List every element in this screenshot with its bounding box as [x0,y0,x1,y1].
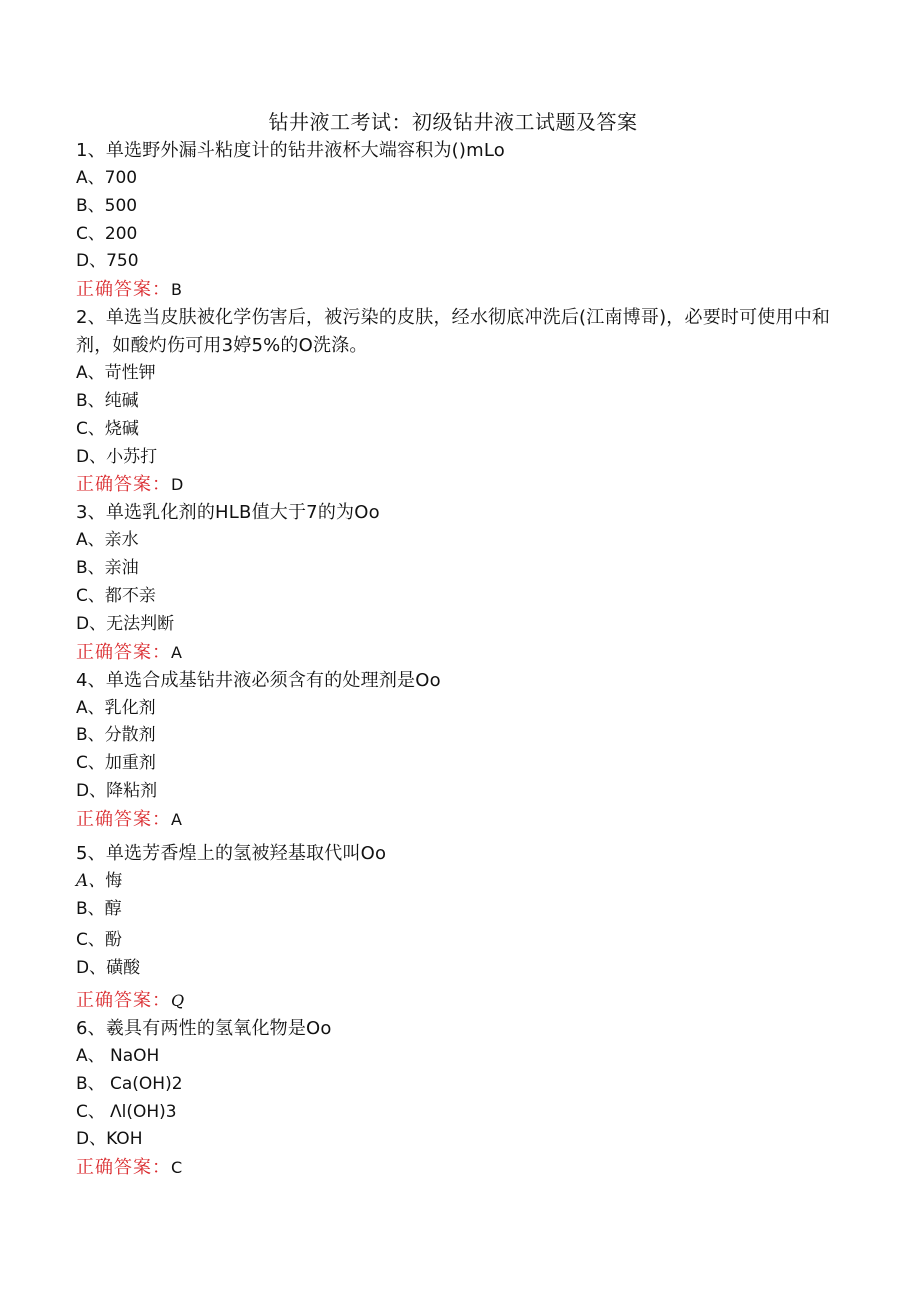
option-text: Λl(OH)3 [110,1101,177,1122]
option-c [76,416,836,444]
option-d [76,1126,836,1154]
option-text: 亲油 [104,558,139,579]
option-text: 分散剂 [104,725,156,746]
option-d [76,611,836,639]
option-letter: B、 [76,725,105,746]
option-text: 悔 [105,870,123,891]
option-text: 乳化剂 [104,697,156,718]
answer-label: 正确答案： [76,989,171,1011]
option-text: 降粘剂 [106,780,158,801]
option-c [76,583,836,611]
option-letter: C、 [76,418,105,439]
option-b [76,896,836,924]
option-text: NaOH [110,1045,160,1066]
option-b [76,555,836,583]
answer-label: 正确答案： [76,474,171,496]
option-letter: A、 [76,697,105,718]
option-text: 亲水 [104,530,139,551]
answer-line [76,806,836,834]
answer-label: 正确答案： [76,641,171,663]
question-1 [76,137,836,304]
option-letter: D、 [76,780,107,801]
option-d [76,955,836,983]
option-a [76,1043,836,1071]
answer-line [76,276,836,304]
option-letter: C、 [76,1101,105,1122]
answer-value: A [171,809,182,829]
option-text: 750 [106,251,139,272]
option-letter: C、 [76,223,105,244]
answer-value: D [171,475,184,495]
option-letter: B、 [76,898,105,919]
option-a [76,165,836,193]
option-text: 200 [104,223,138,244]
option-a [76,527,836,555]
option-b [76,722,836,750]
answer-value: C [171,1158,183,1178]
answer-line [76,639,836,667]
option-text: 无法判断 [106,613,175,634]
option-d [76,248,836,276]
option-d [76,444,836,472]
option-letter: D、 [76,251,107,272]
option-letter: D、 [76,958,107,979]
document-title: 钻井液工考试：初级钻井液工试题及答案 [268,110,638,134]
option-text: 500 [104,195,138,216]
option-a [76,360,836,388]
question-text: 4、单选合成基钻井液必须含有的处理剂是Oo [76,669,441,691]
option-text: 加重剂 [104,753,156,774]
option-text: 烧碱 [104,418,139,439]
answer-line [76,471,836,499]
question-list [76,137,836,1182]
option-letter: A、 [76,168,105,188]
option-b [76,388,836,416]
option-text: 小苏打 [106,446,158,467]
answer-line [76,987,836,1015]
option-d [76,778,836,806]
option-letter: C、 [76,585,105,606]
option-b [76,1071,836,1099]
option-letter: D、 [76,613,107,634]
answer-label: 正确答案： [76,279,171,301]
option-letter: B、 [76,195,105,216]
option-b [76,193,836,221]
option-text: 700 [104,168,138,188]
question-2 [76,304,836,499]
option-letter: D、 [76,1129,107,1150]
answer-value: A [171,642,182,662]
question-6 [76,1015,836,1182]
option-text: 酚 [104,930,122,951]
question-text: 2、单选当皮肤被化学伤害后，被污染的皮肤，经水彻底冲洗后(江南博哥)，必要时可使用中和剂，如酸灼伤可用3婷5%的O洗涤。 [76,307,831,357]
option-a [76,868,836,896]
option-text: 磺酸 [106,958,141,979]
option-letter: B、 [76,1073,105,1094]
answer-label: 正确答案： [76,1157,171,1179]
option-text: 都不亲 [104,585,156,606]
option-letter: C、 [76,930,105,951]
option-letter: C、 [76,753,105,774]
option-text: 醇 [104,898,122,919]
option-letter: B、 [76,390,105,411]
question-text: 6、羲具有两性的氢氧化物是Oo [76,1017,332,1039]
question-text: 1、单选野外漏斗粘度计的钻井液杯大端容积为()mLo [76,140,505,161]
option-c [76,927,836,955]
option-letter: A、 [76,1045,105,1066]
question-text: 3、单选乳化剂的HLB值大于7的为Oo [76,502,380,524]
option-text: 苛性钾 [104,363,156,384]
question-text: 5、单选芳香煌上的氢被羟基取代叫Oo [76,842,387,864]
answer-label: 正确答案： [76,808,171,830]
answer-value: Q [171,990,185,1010]
option-letter: A、 [76,870,106,891]
option-text: 纯碱 [104,390,139,411]
question-5 [76,840,836,1015]
option-text: KOH [106,1129,143,1150]
option-c [76,1099,836,1127]
option-text: Ca(OH)2 [110,1073,183,1094]
option-letter: B、 [76,558,105,579]
option-letter: A、 [76,363,105,384]
answer-value: B [171,280,182,300]
option-a [76,695,836,723]
question-4 [76,667,836,834]
option-c [76,221,836,249]
option-letter: D、 [76,446,107,467]
answer-line [76,1154,836,1182]
question-3 [76,499,836,666]
option-letter: A、 [76,530,105,551]
option-c [76,750,836,778]
